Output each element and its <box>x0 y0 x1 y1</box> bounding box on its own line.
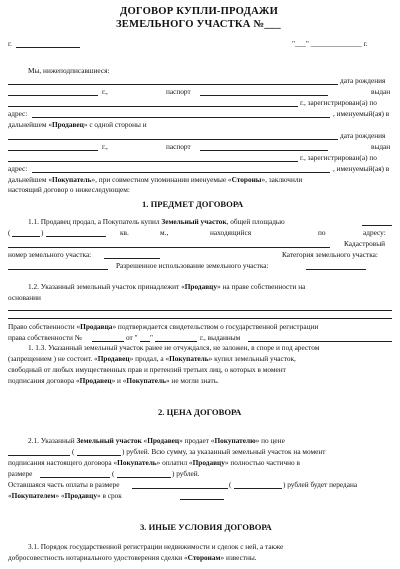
s2-p1-line1-bold3: Покупателю <box>214 436 256 445</box>
s2-p1-line4-label: размере <box>8 469 33 478</box>
s2-p1-line5-open: ( <box>229 480 232 489</box>
s1-p1-line2-kv: кв. <box>120 228 129 237</box>
s2-p1-line5-label: Оставшаяся часть оплаты в размере <box>8 480 120 489</box>
s1-p4-line1: 1. 1.3. Указанный земельный участок ранее не отчуждался, не заложен, в споре и под арестом <box>28 343 320 352</box>
seller-address-blank <box>32 117 330 118</box>
s1-address-blank <box>8 247 330 248</box>
s2-p1-line3-bold1: Покупатель <box>117 458 157 467</box>
buyer-named-label: , именуемый(ая) в <box>333 164 390 173</box>
s1-p2-line1 <box>28 283 305 290</box>
buyer-role-label: Покупатель <box>51 175 92 184</box>
s1-cert-number-blank <box>92 341 124 342</box>
buyer-issued-label: выдан <box>371 142 391 151</box>
s1-p4-line2-pre: (запрещением ) не состоит. « <box>8 354 98 363</box>
s2-p1-line6-bold1: Покупателем <box>11 491 56 500</box>
buyer-birth-blank <box>8 150 98 151</box>
s3-p1-line1: 3.1. Порядок государственной регистрации недвижимости и сделок с ней, а также <box>28 542 284 551</box>
agreement-line: настоящий договор о нижеследующем: <box>8 185 130 194</box>
s1-p2-line2: основании <box>8 293 41 302</box>
s2-p1-line4-open: ( <box>112 469 115 478</box>
buyer-issued-blank <box>8 161 298 162</box>
buyer-passport-blank <box>200 150 328 151</box>
seller-issued-blank <box>8 106 298 107</box>
s2-p1-line1-bold2: Продавец <box>147 436 180 445</box>
s1-p4-line2 <box>8 355 296 362</box>
s1-p4-line2-bold2: Покупатель <box>169 354 209 363</box>
section3-heading: 3. ИНЫЕ УСЛОВИЯ ДОГОВОРА <box>140 522 272 532</box>
s2-p1-line1-pre: 2.1. Указанный <box>28 436 77 445</box>
s1-p3-line2-label: права собственности № <box>8 333 82 342</box>
s2-paid-words-blank <box>117 477 171 478</box>
seller-passport-blank <box>200 95 328 96</box>
s2-p1-line6-bold2: Продавцу <box>64 491 97 500</box>
s1-cert-month-blank <box>155 341 197 342</box>
s1-p1-line1 <box>28 218 285 225</box>
s2-p1-line1 <box>28 437 285 444</box>
s2-p1-line1-bold1: Земельный участок <box>76 436 142 445</box>
s3-p1-line2 <box>8 554 257 561</box>
seller-issued-label: выдан <box>371 87 391 96</box>
s2-p1-line2-open: ( <box>72 447 75 456</box>
buyer-birth-date-label: дата рождения <box>340 131 386 140</box>
s1-p3-line2-year: г., выданным <box>200 333 241 342</box>
s1-p1-line2-m: м., <box>160 228 169 237</box>
s2-p1-line1-mid2: » продает « <box>179 436 215 445</box>
s2-p1-line3-post: » полностью частично в <box>224 458 300 467</box>
s1-p1-line4-a: номер земельного участка: <box>8 250 92 259</box>
s1-p4-line2-post: » купил земельный участок, <box>208 354 296 363</box>
s1-p4-line2-bold1: Продавец <box>97 354 130 363</box>
s2-p1-line6-post: » в срок <box>96 491 122 500</box>
s1-p1-line1-pre: 1.1. Продавец продал, а Покупатель купил <box>28 217 162 226</box>
s2-p1-line1-mid1: « <box>141 436 148 445</box>
document-title-line2: ЗЕМЕЛЬНОГО УЧАСТКА №___ <box>116 19 281 30</box>
buyer-role-pre: дальнейшем « <box>8 175 52 184</box>
s2-p1-line4-b: ) рублей. <box>172 469 200 478</box>
seller-role-label: Продавец <box>51 120 84 129</box>
s2-price-blank <box>8 455 70 456</box>
s1-p1-line4-b: Категория земельного участка: <box>282 250 378 259</box>
s3-p1-line2-pre: добросовестность нотариального удостоверения сделки « <box>8 553 188 562</box>
s2-p1-line3-bold2: Продавцу <box>192 458 225 467</box>
s1-p3-line1-post: » подтверждается свидетельством о государственной регистрации <box>112 322 319 331</box>
s2-p1-line3-mid: » оплатил « <box>156 458 193 467</box>
buyer-name-blank <box>8 139 338 140</box>
city-blank <box>16 47 80 48</box>
s1-p4-line3: свободный от любых имущественных прав и претензий третьих лиц, о которых в момент <box>8 365 286 374</box>
s1-p1-line1-bold: Земельный участок <box>161 217 227 226</box>
buyer-city-label: г., <box>102 142 108 151</box>
s1-basis-blank-1 <box>8 310 392 311</box>
s2-p1-line1-post: » по цене <box>255 436 285 445</box>
s1-p2-line1-pre: 1.2. Указанный земельный участок принадлежит « <box>28 282 185 291</box>
seller-address-label: адрес: <box>8 109 28 118</box>
seller-role-pre: дальнейшем « <box>8 120 52 129</box>
s1-basis-blank-2 <box>8 318 392 319</box>
seller-role-line <box>8 121 147 128</box>
section2-heading: 2. ЦЕНА ДОГОВОРА <box>158 407 242 417</box>
s3-p1-line2-post: » известны. <box>220 553 257 562</box>
s1-p1-line5: Разрешенное использование земельного участка: <box>116 261 269 270</box>
s1-p1-line2-address: адресу: <box>363 228 386 237</box>
s1-cert-issuer-blank <box>248 341 392 342</box>
buyer-address-blank <box>32 172 330 173</box>
s1-p4-line2-mid: » продал, а « <box>129 354 170 363</box>
s2-p1-line5-b: ) рублей будет передана <box>283 480 358 489</box>
buyer-address-label: адрес: <box>8 164 28 173</box>
buyer-role-line <box>8 176 302 183</box>
s2-p1-line2: ) рублей. Всю сумму, за указанный земельный участок на момент <box>122 447 326 456</box>
seller-birth-blank <box>8 95 98 96</box>
s1-p1-line2-by: по <box>318 228 326 237</box>
s1-cadastral-blank <box>104 258 160 259</box>
s2-p1-line6-mid: » « <box>55 491 65 500</box>
s2-p1-line6-pre: « <box>8 491 12 500</box>
seller-registered-label: г., зарегистрирован(а) по <box>300 98 377 107</box>
s1-p3-line1-pre: Право собственности « <box>8 322 81 331</box>
s1-area-words-blank <box>12 236 40 237</box>
s1-p1-line2-located: находящийся <box>210 228 252 237</box>
s1-p4-line4-bold1: Продавец <box>79 376 112 385</box>
seller-city-label: г., <box>102 87 108 96</box>
s1-p4-line4-bold2: Покупатель <box>126 376 166 385</box>
seller-name-blank <box>8 84 338 85</box>
buyer-registered-label: г., зарегистрирован(а) по <box>300 153 377 162</box>
s1-p4-line4 <box>8 377 219 384</box>
buyer-role-mid: », при совместном упоминании именуемые « <box>91 175 232 184</box>
buyer-passport-label: паспорт <box>166 142 191 151</box>
section1-heading: 1. ПРЕДМЕТ ДОГОВОРА <box>142 199 244 209</box>
s2-term-blank <box>180 499 224 500</box>
seller-passport-label: паспорт <box>166 87 191 96</box>
s1-p3-line2-from: от " <box>126 333 138 342</box>
city-label: г. <box>8 39 12 48</box>
parties-intro: Мы, нижеподписавшиеся: <box>28 66 110 75</box>
date-field: "___" ______________ г. <box>292 39 368 48</box>
s1-p3-line1-bold: Продавца <box>80 322 113 331</box>
document-title-line1: ДОГОВОР КУПЛИ-ПРОДАЖИ <box>120 6 279 17</box>
s2-p1-line6 <box>8 492 122 499</box>
buyer-role-post: », заключили <box>261 175 303 184</box>
s2-p1-line3-pre: подписания настоящего договора « <box>8 458 118 467</box>
s1-p2-line1-post: » на праве собственности на <box>217 282 306 291</box>
s1-p4-line4-pre: подписания договора « <box>8 376 80 385</box>
seller-role-post: » с одной стороны и <box>83 120 147 129</box>
s1-p1-line2-close: ) <box>41 228 44 237</box>
s1-usage-blank <box>306 269 366 270</box>
s3-p1-line2-bold: Сторонам <box>187 553 221 562</box>
s2-price-words-blank <box>77 455 121 456</box>
s2-paid-blank <box>40 477 110 478</box>
s1-p3-line1 <box>8 323 318 330</box>
s1-category-blank <box>8 269 108 270</box>
s1-p2-line1-bold: Продавцу <box>184 282 218 291</box>
s1-area-unit-blank <box>46 236 106 237</box>
s2-remaining-words-blank <box>234 488 282 489</box>
s1-p3-line2-quote: " <box>150 333 153 342</box>
seller-birth-date-label: дата рождения <box>340 76 386 85</box>
s1-area-blank <box>362 225 392 226</box>
s1-p4-line4-post: » не могли знать. <box>165 376 219 385</box>
s1-p4-line4-mid: » и « <box>111 376 127 385</box>
seller-named-label: , именуемый(ая) в <box>333 109 390 118</box>
s1-cert-day-blank <box>140 341 150 342</box>
s1-p1-line3: Кадастровый <box>344 239 386 248</box>
s1-p1-line1-post: , общей площадью <box>226 217 285 226</box>
s1-p1-line2-open: ( <box>8 228 11 237</box>
s2-p1-line3 <box>8 459 300 466</box>
s2-remaining-blank <box>132 488 228 489</box>
sides-label: Стороны <box>231 175 262 184</box>
